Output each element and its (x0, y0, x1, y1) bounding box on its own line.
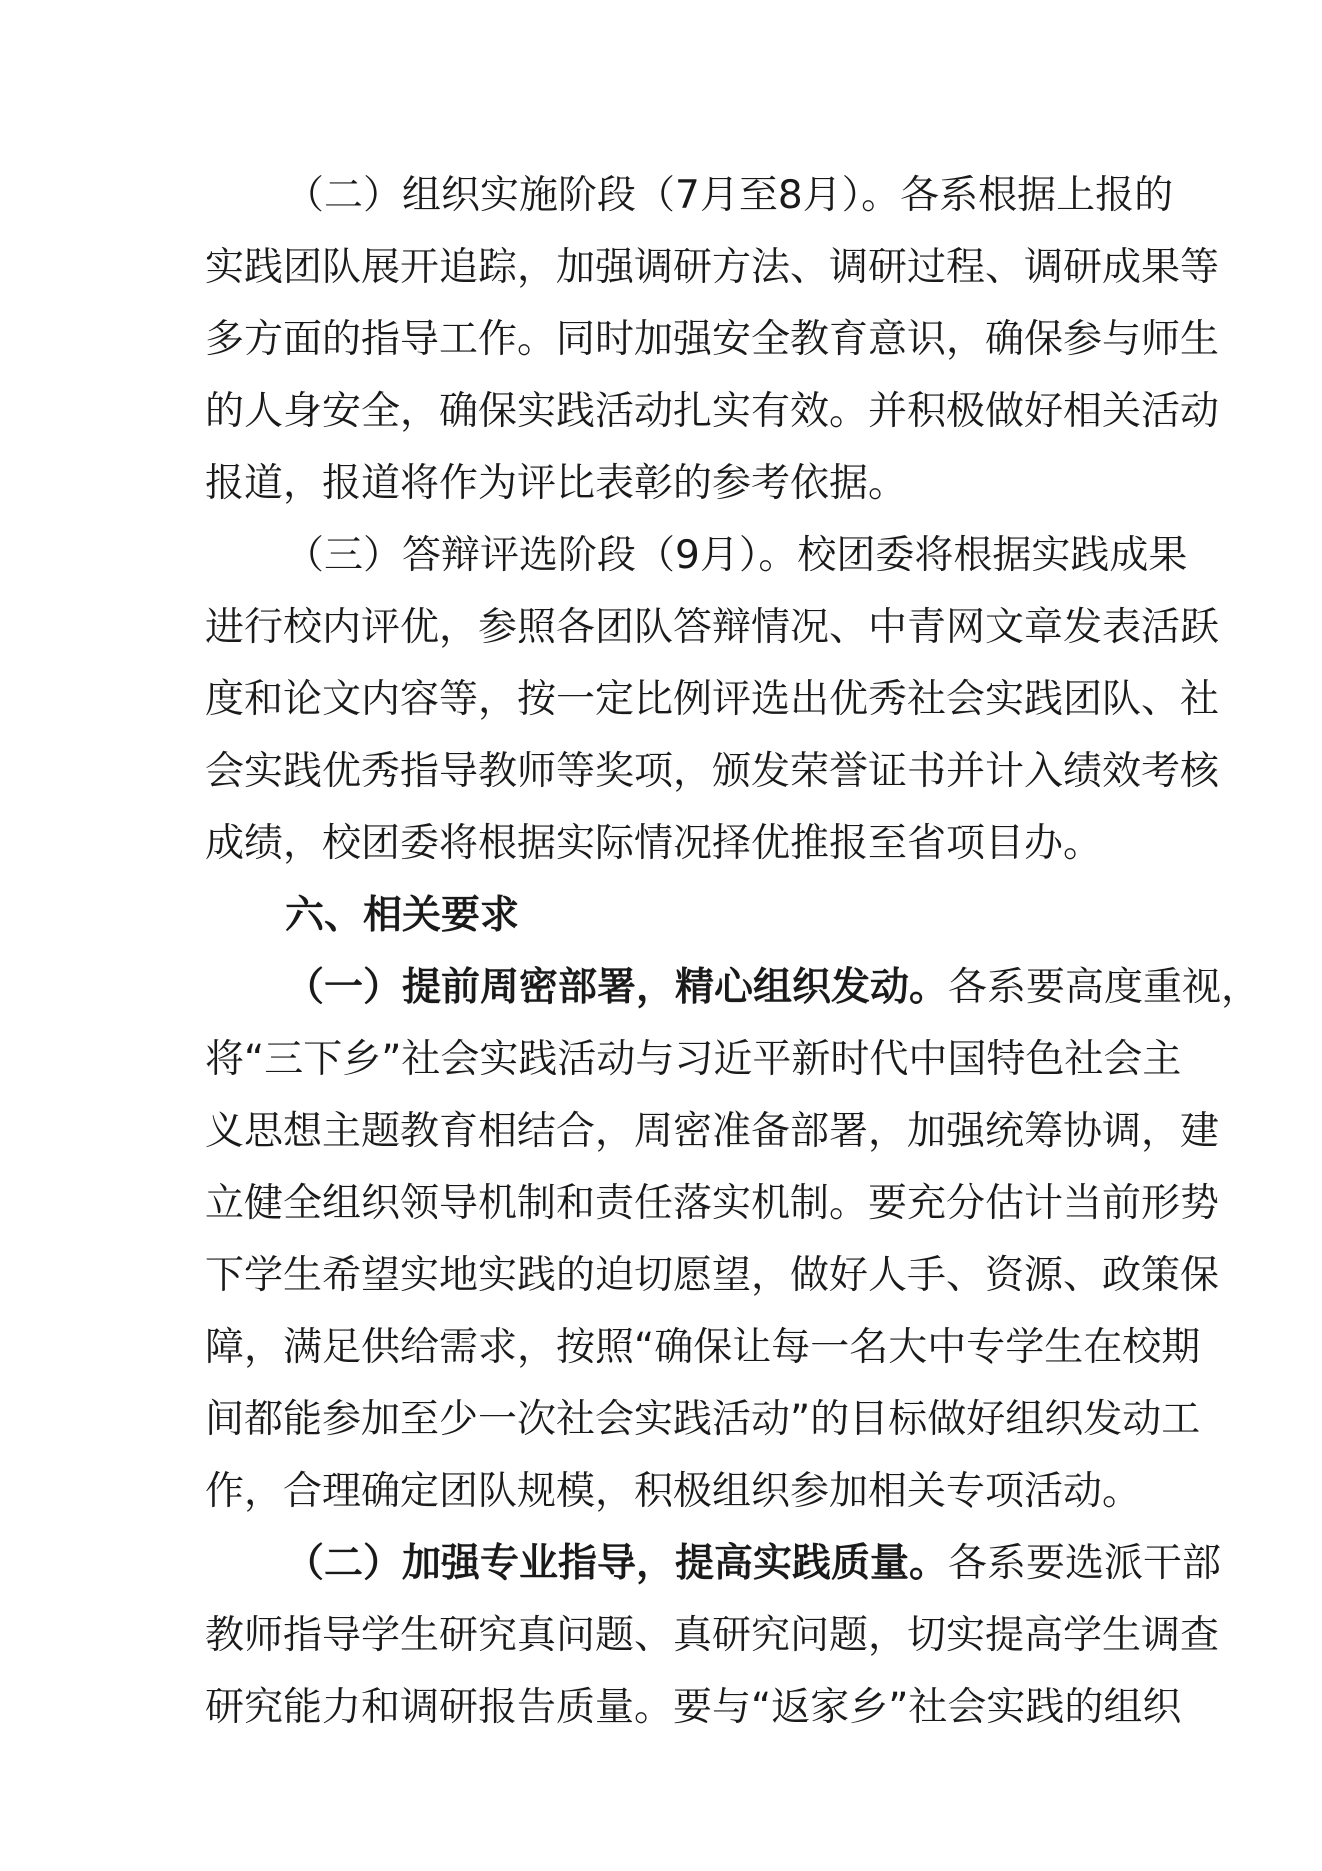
text-line: 将“三下乡”社会实践活动与习近平新时代中国特色社会主 (205, 1037, 1182, 1082)
paragraph-lead: （二）加强专业指导，提高实践质量。 (285, 1541, 949, 1586)
text-line: （二）组织实施阶段（7月至8月）。各系根据上报的 (285, 173, 1174, 218)
paragraph-deployment-requirement (205, 952, 1261, 1528)
text-line: 障，满足供给需求，按照“确保让每一名大中专学生在校期 (205, 1325, 1201, 1370)
text-line: 作，合理确定团队规模，积极组织参加相关专项活动。 (205, 1469, 1142, 1514)
text-line: 多方面的指导工作。同时加强安全教育意识，确保参与师生 (205, 317, 1220, 362)
text-line: 报道，报道将作为评比表彰的参考依据。 (205, 461, 908, 506)
text-line (205, 952, 1261, 1024)
paragraph-professional-guidance (205, 1528, 1222, 1744)
text-line: （三）答辩评选阶段（9月）。校团委将根据实践成果 (285, 533, 1188, 578)
section-heading: 六、相关要求 (285, 893, 520, 938)
paragraph-defense-selection-stage (205, 520, 1220, 880)
text-line: 间都能参加至少一次社会实践活动”的目标做好组织发动工 (205, 1397, 1201, 1442)
text-line: 教师指导学生研究真问题、真研究问题，切实提高学生调查 (205, 1613, 1220, 1658)
text-line: 实践团队展开追踪，加强调研方法、调研过程、调研成果等 (205, 245, 1220, 290)
text-line (205, 1528, 1222, 1600)
paragraph-lead-rest: 各系要选派干部 (948, 1541, 1222, 1586)
paragraph-lead: （一）提前周密部署，精心组织发动。 (285, 965, 949, 1010)
text-line: 进行校内评优，参照各团队答辩情况、中青网文章发表活跃 (205, 605, 1220, 650)
text-line: 研究能力和调研报告质量。要与“返家乡”社会实践的组织 (205, 1685, 1182, 1730)
paragraph-implementation-stage (205, 160, 1220, 520)
text-line: 立健全组织领导机制和责任落实机制。要充分估计当前形势 (205, 1181, 1220, 1226)
text-line: 成绩，校团委将根据实际情况择优推报至省项目办。 (205, 821, 1103, 866)
paragraph-lead-rest: 各系要高度重视， (948, 965, 1261, 1010)
document-page (205, 160, 1261, 1744)
text-line: 下学生希望实地实践的迫切愿望，做好人手、资源、政策保 (205, 1253, 1220, 1298)
text-line: 义思想主题教育相结合，周密准备部署，加强统筹协调，建 (205, 1109, 1220, 1154)
text-line: 度和论文内容等，按一定比例评选出优秀社会实践团队、社 (205, 677, 1220, 722)
text-line: 的人身安全，确保实践活动扎实有效。并积极做好相关活动 (205, 389, 1220, 434)
text-line: 会实践优秀指导教师等奖项，颁发荣誉证书并计入绩效考核 (205, 749, 1220, 794)
